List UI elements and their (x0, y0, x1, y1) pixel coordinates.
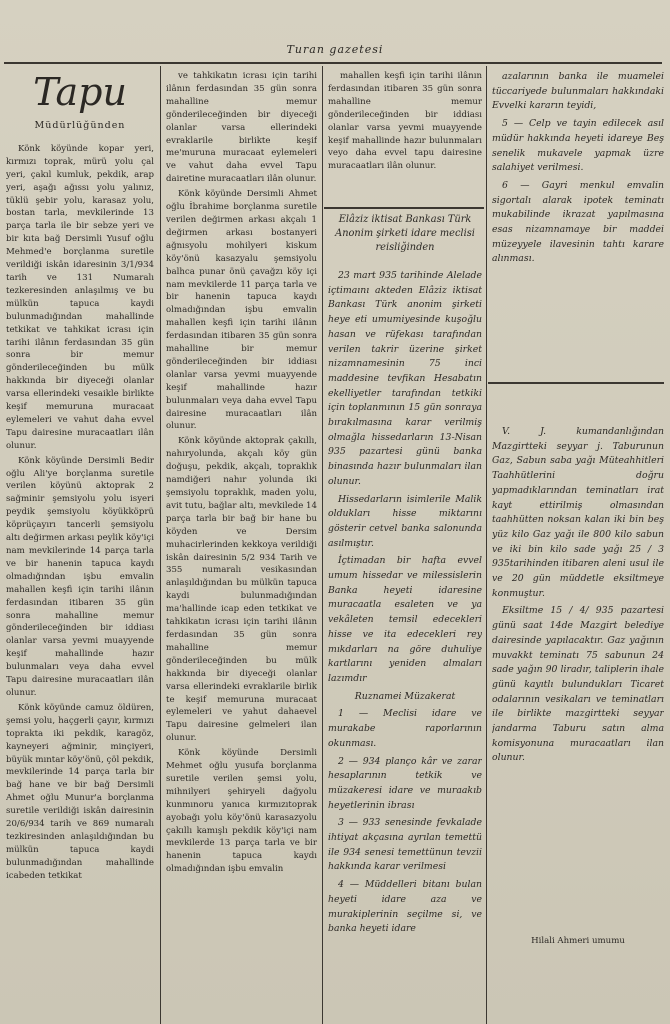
tapu-column-3 (328, 70, 482, 200)
tapu-title: Tapu (33, 70, 127, 114)
agenda-title: Ruznamei Müzakerat (354, 690, 456, 702)
tapu-column-1 (6, 66, 154, 1024)
agenda-item: 5 — Celp ve tayin edilecek asıl müdür hakkında heyeti idareye Beş senelik mukavele yapmak üzre salahiyet verilmesi. (492, 118, 664, 174)
notice-paragraph: Könk köyünde aktoprak çakıllı, nahıryolunda, akçalı köy gün doğuşu, pekdik, akçalı, topraklık namdiğeri nahır yolunda iki şemsiyolu topraklık, maden yolu, avit tutu, bağlar altı, mevkilede 14 parça tarla bir bağ bir hane bu köyden ve Dersim muhacirlerinden kekkoya verildiği iskân dairesinin 5/2 934 Tarih ve 355 numaralı vesikasından anlaşıldığından bu mülkün tapuca kaydi bulunmadığından ma'hallinde icap eden tetkikat ve tahkikatın icrası için tarihi ilânın ferdasından 35 gün sonra mahalline memur gönderileceğinden bu mülk hakkında bir diyeceği olanlar varsa ellerindeki evraklarile birlik te keşif memuruna muracaat eylemeleri ve yahut dahaevel Tapu dairesine gelmeleri ilan olunur. (166, 436, 317, 744)
army-paragraph: Eksiltme 15 / 4/ 935 pazartesi günü saat 14de Mazgirt belediye dairesinde yapılacaktır. Gaz yağının muvakkt teminatı 75 sabunun 24 sade yağın 90 liradır, taliplerin ihale günü kayıtlı bulundukları Ticaret odalarının vesikaları ve teminatları ile birlikte mazgirtteki seyyar jandarma Taburu satın alma komisyonuna muracaatları ilan olunur. (492, 605, 664, 764)
column-divider (322, 66, 323, 1024)
column-divider (160, 66, 161, 1024)
signature: Hilali Ahmeri umumu (531, 936, 625, 946)
notice-paragraph: Könk köyünde Dersimli Bedir oğlu Ali'ye borçlanma suretile verilen köyünü aktoprak 2 sağminir şemsiyolu yolu isyeri peydik şemsiyolu köyükköprü köprüçayırı tancerli şemsiyolu altı değirmen arkası peylik köy'içi nam mevkilerinde 14 parça tarla ve bir hanenin tapuca kaydı olmadığından işbu emvalin mahallen keşfi için tarihi ilânın ferdasından itibaren 35 gün sonra mahalline memur gönderileceğinden bir iddiası olanlar varsa yevmi muayyende keşif mahallinde hazır bulunmaları veya daha evvel Tapu dairesine muracaatları ilân olunur. (6, 455, 154, 698)
bank-heading: Elâziz iktisat Bankası Türk Anonim şirketi idare meclisi reisliğinden (335, 214, 475, 253)
section-rule (488, 382, 664, 384)
army-notice (492, 425, 664, 985)
bank-paragraph: 23 mart 935 tarihinde Alelade içtimaını akteden Elâziz iktisat Bankası Türk anonim şirketi heye eti umumiyesinde kuşoğlu hasan ve rüfekası tarafından verilen takrir üzerine şirket nizamnamesinin 75 inci maddesine tevfikan Hesabatın ekelliyetler tarafından tetkiki için toplanmının 15 gün sonraya bırakılmasına karar verilmiş olmağla hissedarların 13-Nisan 935 pazartesi günü banka binasında hazır bulunmaları ilan olunur. (328, 270, 482, 487)
notice-paragraph: Könk köyünde Dersimli Ahmet oğlu İbrahime borçlanma suretile verilen değirmen arkası akçalı 1 değirmen arkası bostanyeri ağnısyolu mohilyeri kiskum köy'önü kasazyalu şemsiyolu balhca punar önü çavağzı köy içi nam mevkilerde 11 parça tarla ve bir hanenin tapuca kaydı olmadığından işbu emvalin mahallen keşfi için tarihi ilânın ferdasından itibaren 35 gün sonra mahalline bir memur gönderileceğinden bir iddiası olanlar varsa yevmi muayyende keşif mahallinde hazır bulunmaları veya daha evvel Tapu dairesine muracaatları ilân olunur. (166, 189, 317, 432)
tapu-subtitle: Müdürlüğünden (34, 120, 126, 131)
bank-continuation (492, 70, 664, 380)
notice-paragraph: Könk köyünde Dersimli Mehmet oğlu yusufa borçlanma suretile verilen şemsi yolu, mihnilyeri şehiryeli dağyolu kunmınoru yanıca kırmızıtoprak ayobağı yolu köy'önü karasazyolu çakıllı kamışlı pekdik köy'içi nam mevkilerde 13 parça tarla ve bir hanenin tapuca kaydı olmadığından işbu emvalin (166, 748, 317, 875)
signature-block (492, 935, 664, 955)
agenda-item: azalarının banka ile muamelei tüccariyede bulunmaları hakkındaki Evvelki kararın teyidi, (492, 71, 664, 112)
agenda-item: 4 — Müddelleri bitanı bulan heyeti idare aza ve murakiplerinin seçilme si, ve banka heyeti idare (328, 879, 482, 935)
masthead: Turan gazetesi (286, 43, 384, 56)
section-rule (324, 207, 484, 209)
agenda-item: 2 — 934 planço kâr ve zarar hesaplarının tetkik ve müzakeresi idare ve muraakıb heyetlerinin ibrası (328, 755, 482, 811)
bank-paragraph: İçtimadan bir hafta evvel umum hissedar ve milessislerin Banka heyeti idaresine muracaatla esaleten ve ya vekâleten temsil edecekleri hisse ve ita edecekleri rey mıkdarları na göre duhuliye kartlarını yeniden almaları lazımdır (328, 555, 482, 684)
tapu-column-2 (166, 70, 317, 1024)
bank-paragraph: Hissedarların isimlerile Malik oldukları hisse miktarını gösterir cetvel banka salonunda asılmıştır. (328, 493, 482, 549)
agenda-item: 6 — Gayri menkul emvalin sigortalı alarak ipotek teminatı mukabilinde ikrazat yapılmasına esas nizamnamaye bir maddei müzeyyele ilavesinin tahtı karare alınması. (492, 179, 664, 265)
bank-notice (328, 213, 482, 1024)
agenda-item: 1 — Meclisi idare ve murakabe raporlarının okunması. (328, 708, 482, 749)
column-divider (486, 66, 487, 1024)
notice-paragraph: ve tahkikatın icrası için tarihi ilânın ferdasından 35 gün sonra mahalline memur gönderileceğinden bir diyeceği olanlar varsa ellerindeki evraklarile birlikte keşif me'muruna muracaat eylemeleri ve vahut daha evvel Tapu dairetine muracaatları ilân olunur. (166, 71, 317, 185)
notice-paragraph: Könk köyünde kopar yeri, kırmızı toprak, mürü yolu çal yeri, çakıl kumluk, pekdik, arap yeri, aşağı ağıssı yolu yalınız, tüklü şebir yolu, karasaz yolu, bostan tarla, mevkilerinde 13 parça tarla ile bir sebze yeri ve bir kıta bağ Dersimli Yusuf oğlu Mehmed'e borçlanma suretile verildiği iskân idaresinin 3/1/934 tarih ve 131 Numaralı tezkeresinden anlaşılmış ve bu mülkün tapuca kaydi bulunmadığından mahallinde tetkikat ve tahkikat icrası için tarihi ilânın ferdasından 35 gün sonra bir memur gönderileceğinden bu mülk hakkında bir diyeceği olanlar varsa ellerindeki vesaikle birlikte keşif memuruna muracaat eylemeleri ve vahut daha evvel Tapu dairesine muracaatları ilân olunur. (6, 143, 154, 451)
notice-paragraph: Könk köyünde camuz öldüren, şemsi yolu, haçgerli çayır, kırmızı toprakta iki pekdik, karagöz, kayneyeri ağminir, minçiyeri, büyük mıntar köy'önü, çöl pekdik, mevkilerinde 14 parça tarla bir bağ hane ve bir bağ Dersimli Ahmet oğlu Munur'a borçlanma suretile verildiği iskân dairesinin 20/6/934 tarih ve 869 numaralı tezkiresinden anlaşıldığından bu mülkün tapuca kaydi bulunmadığından mahallinde icabeden tetkikat (6, 702, 154, 881)
notice-paragraph: mahallen keşfi için tarihi ilânın ferdasından itibaren 35 gün sonra mahalline memur gönderileceğinden bir iddiası olanlar varsa yevmi muayyende keşif mahallinde hazır bulunmaları veyo daha evvel tapu dairesine muracaatları ilân olunur. (328, 71, 482, 172)
agenda-item: 3 — 933 senesinde fevkalade ihtiyat akçasına ayrılan temettü ile 934 senesi temettünun tevzii hakkında karar verilmesi (328, 817, 482, 873)
army-paragraph: V. J. kumandanlığından Mazgirtteki seyyar j. Taburunun Gaz, Sabun saba yağı Müteahhitleri Taahhütlerini doğru yapmadıklarından teminatları irat kayt ettirilmiş olmasından taahhütten noksan kalan iki bin beş yüz kilo Gaz yağı ile 800 kilo sabun ve iki bin kilo sade yağı 25 / 3 935tarihinden itibaren aleni usul ile ve 20 gün müddetle eksiltmeye konmuştur. (492, 426, 664, 599)
top-rule (4, 62, 662, 64)
